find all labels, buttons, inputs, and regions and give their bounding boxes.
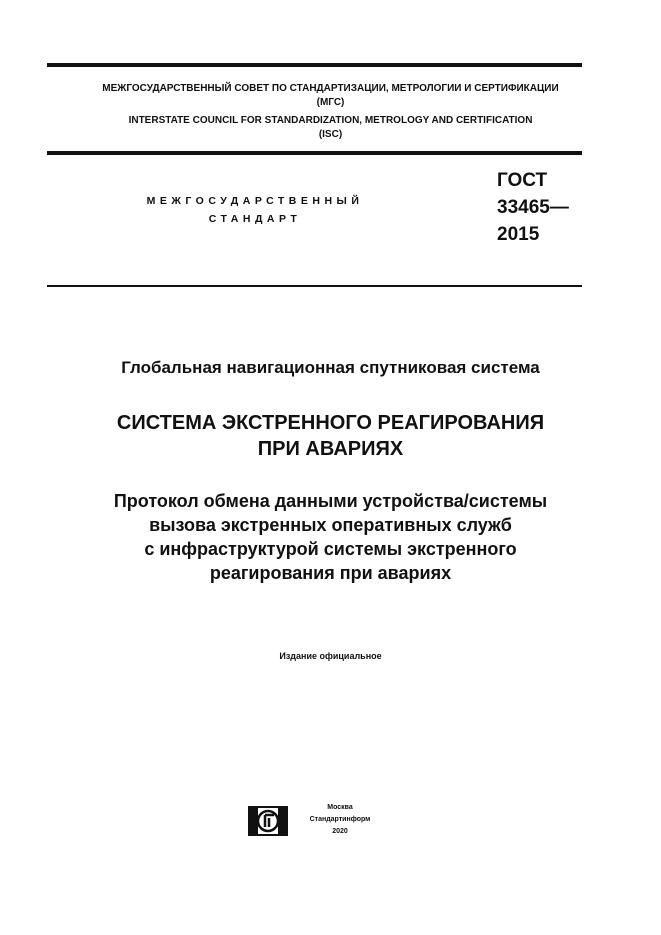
designation-rule <box>47 285 582 287</box>
council-name-ru: МЕЖГОСУДАРСТВЕННЫЙ СОВЕТ ПО СТАНДАРТИЗАЦИИ, МЕТРОЛОГИИ И СЕРТИФИКАЦИИ <box>102 83 559 94</box>
publisher-city: Москва <box>327 804 353 811</box>
council-abbr-en: (ISC) <box>318 129 343 140</box>
publisher-name: Стандартинформ <box>309 816 371 823</box>
header-rule <box>47 151 582 155</box>
standard-kind-line2: СТАНДАРТ <box>208 213 302 225</box>
publisher-info <box>300 802 380 838</box>
standartinform-logo-icon <box>248 806 288 836</box>
title-system: Глобальная навигационная спутниковая система <box>121 358 540 377</box>
council-name-en: INTERSTATE COUNCIL FOR STANDARDIZATION, METROLOGY AND CERTIFICATION <box>128 115 533 126</box>
title-sub-line3: с инфраструктурой системы экстренного <box>144 539 517 559</box>
gost-year: 2015 <box>497 224 540 245</box>
top-rule <box>47 63 582 67</box>
title-sub-line2: вызова экстренных оперативных служб <box>149 515 512 535</box>
title-sub-line1: Протокол обмена данными устройства/системы <box>113 491 548 511</box>
title-main-line2: ПРИ АВАРИЯХ <box>257 438 404 460</box>
publisher-year: 2020 <box>332 828 348 835</box>
standard-kind-line1: МЕЖГОСУДАРСТВЕННЫЙ <box>146 195 364 207</box>
gost-label: ГОСТ <box>497 170 548 191</box>
edition-label: Издание официальное <box>279 651 382 661</box>
title-main-line1: СИСТЕМА ЭКСТРЕННОГО РЕАГИРОВАНИЯ <box>116 412 545 434</box>
title-sub-line4: реагирования при авариях <box>209 563 452 583</box>
gost-designation <box>497 167 587 248</box>
council-abbr-ru: (МГС) <box>316 97 345 108</box>
gost-number: 33465— <box>497 197 569 218</box>
